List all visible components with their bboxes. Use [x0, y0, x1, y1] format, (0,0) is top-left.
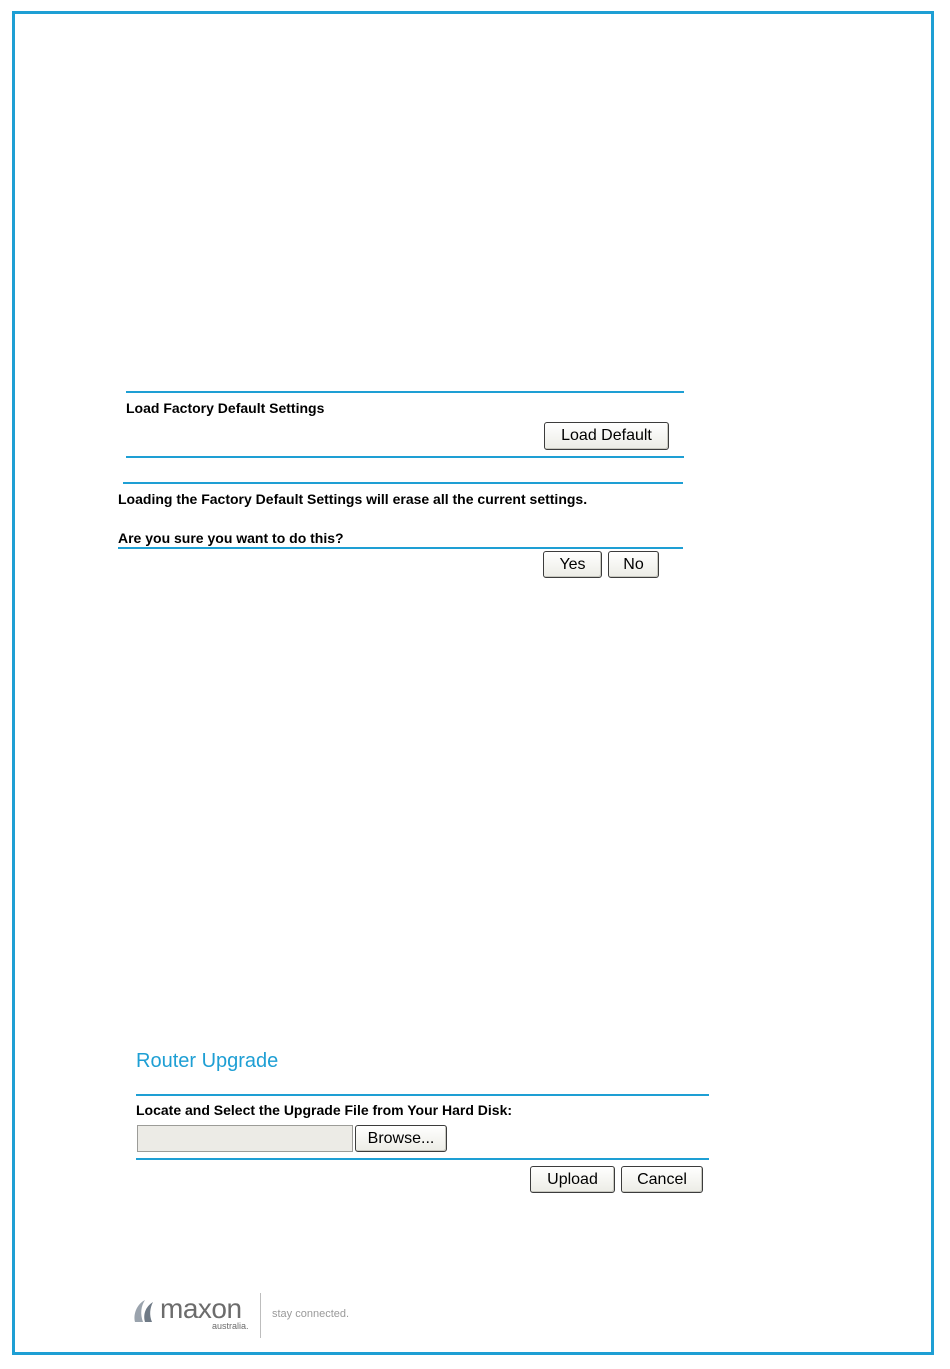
yes-button[interactable]: Yes — [543, 551, 602, 578]
router-upgrade-title: Router Upgrade — [136, 1050, 279, 1072]
upgrade-file-input[interactable] — [137, 1125, 353, 1152]
no-button[interactable]: No — [608, 551, 659, 578]
divider-bottom — [126, 456, 684, 458]
browse-button[interactable]: Browse... — [355, 1125, 447, 1152]
dialog-divider-top — [123, 482, 683, 484]
brand-tagline: stay connected. — [272, 1308, 350, 1320]
dialog-divider-bottom — [118, 547, 683, 549]
brand-name: maxon — [160, 1293, 242, 1324]
upgrade-instruction: Locate and Select the Upgrade File from Your Hard Disk: — [136, 1102, 513, 1118]
logo-divider — [260, 1293, 261, 1338]
upload-button[interactable]: Upload — [530, 1166, 615, 1193]
page-border — [12, 11, 934, 1355]
upgrade-divider-top — [136, 1094, 709, 1096]
erase-warning: Loading the Factory Default Settings will erase all the current settings. — [118, 491, 588, 507]
upgrade-divider-bottom — [136, 1158, 709, 1160]
maxon-logo-icon — [131, 1298, 157, 1324]
factory-default-title: Load Factory Default Settings — [126, 400, 325, 416]
confirm-question: Are you sure you want to do this? — [118, 530, 344, 546]
cancel-button[interactable]: Cancel — [621, 1166, 703, 1193]
load-default-button[interactable]: Load Default — [544, 422, 669, 450]
brand-sub: australia. — [212, 1321, 249, 1331]
divider-top — [126, 391, 684, 393]
